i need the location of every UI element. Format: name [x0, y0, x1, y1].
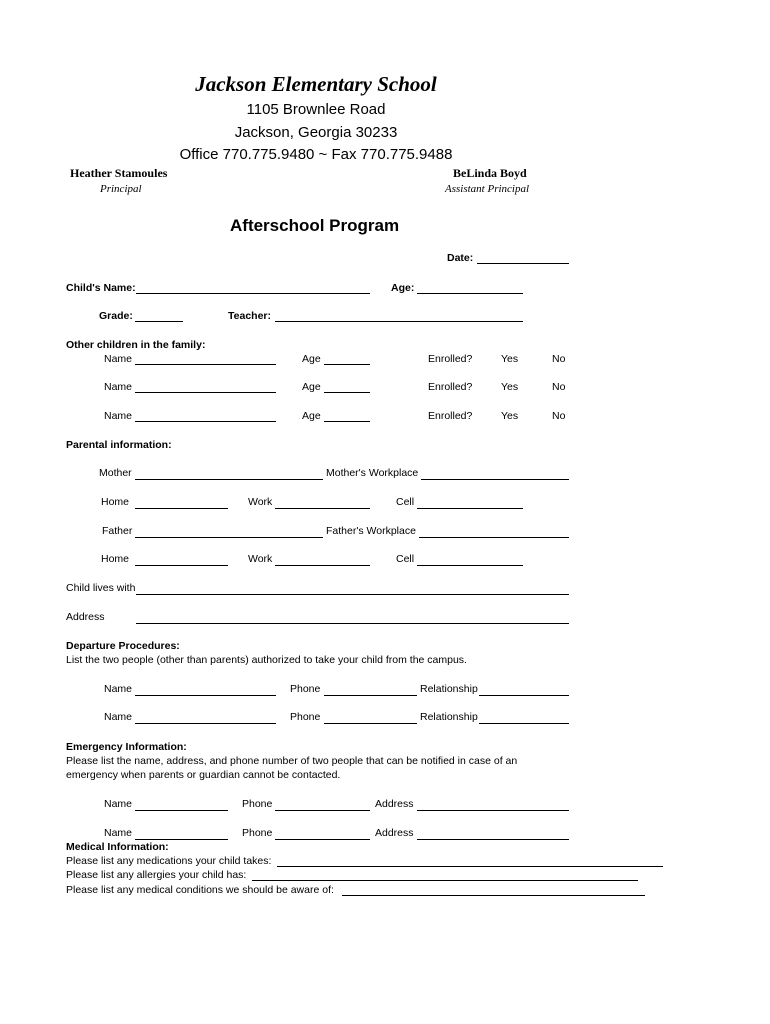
father-work-label: Work	[248, 553, 273, 565]
sibling-2-no-option[interactable]: No	[552, 381, 566, 393]
pickup-2-phone-label: Phone	[290, 711, 321, 723]
pickup-2-phone-field[interactable]	[324, 723, 417, 724]
age-field[interactable]	[417, 293, 523, 294]
sibling-2-age-field[interactable]	[324, 392, 370, 393]
sibling-3-enrolled-label: Enrolled?	[428, 410, 473, 422]
conditions-field[interactable]	[342, 895, 645, 896]
emergency-2-phone-label: Phone	[242, 827, 273, 839]
pickup-2-name-label: Name	[104, 711, 133, 723]
address-line-2: Jackson, Georgia 30233	[234, 124, 398, 141]
sibling-1-name-label: Name	[104, 353, 133, 365]
sibling-3-name-field[interactable]	[135, 421, 276, 422]
age-label: Age:	[391, 282, 415, 294]
sibling-3-no-option[interactable]: No	[552, 410, 566, 422]
date-label: Date:	[447, 252, 474, 264]
child-name-label: Child's Name:	[66, 282, 136, 294]
sibling-1-age-label: Age	[302, 353, 321, 365]
principal-title: Principal	[100, 183, 142, 195]
departure-instructions: List the two people (other than parents) authorized to take your child from the campus.	[66, 654, 467, 666]
sibling-1-no-option[interactable]: No	[552, 353, 566, 365]
conditions-label: Please list any medical conditions we should be aware of:	[66, 884, 334, 896]
address-field[interactable]	[136, 623, 569, 624]
date-field[interactable]	[477, 263, 569, 264]
emergency-heading: Emergency Information:	[66, 741, 187, 753]
principal-name: Heather Stamoules	[70, 166, 168, 180]
child-name-field[interactable]	[136, 293, 370, 294]
emergency-2-name-label: Name	[104, 827, 133, 839]
assistant-principal-title: Assistant Principal	[445, 183, 530, 195]
emergency-1-name-label: Name	[104, 798, 133, 810]
pickup-2-name-field[interactable]	[135, 723, 276, 724]
emergency-1-phone-label: Phone	[242, 798, 273, 810]
father-workplace-field[interactable]	[419, 537, 569, 538]
emergency-1-address-field[interactable]	[417, 810, 569, 811]
lives-with-label: Child lives with	[66, 582, 136, 594]
assistant-principal-name: BeLinda Boyd	[453, 166, 527, 180]
lives-with-field[interactable]	[136, 594, 569, 595]
emergency-2-address-label: Address	[375, 827, 414, 839]
father-home-field[interactable]	[135, 565, 228, 566]
emergency-instructions-1: Please list the name, address, and phone number of two people that can be notified in case of an	[66, 755, 518, 767]
father-home-label: Home	[101, 553, 130, 565]
pickup-2-relationship-field[interactable]	[479, 723, 569, 724]
pickup-1-name-field[interactable]	[135, 695, 276, 696]
emergency-2-address-field[interactable]	[417, 839, 569, 840]
sibling-3-yes-option[interactable]: Yes	[501, 410, 519, 422]
emergency-1-address-label: Address	[375, 798, 414, 810]
emergency-2-phone-field[interactable]	[275, 839, 370, 840]
father-cell-field[interactable]	[417, 565, 523, 566]
mother-label: Mother	[99, 467, 132, 479]
sibling-2-age-label: Age	[302, 381, 321, 393]
sibling-2-name-field[interactable]	[135, 392, 276, 393]
teacher-field[interactable]	[275, 321, 523, 322]
mother-work-field[interactable]	[275, 508, 370, 509]
address-label: Address	[66, 611, 105, 623]
other-children-label: Other children in the family:	[66, 339, 206, 351]
mother-work-label: Work	[248, 496, 273, 508]
mother-home-field[interactable]	[135, 508, 228, 509]
father-work-field[interactable]	[275, 565, 370, 566]
mother-workplace-label: Mother's Workplace	[326, 467, 419, 479]
school-name: Jackson Elementary School	[195, 72, 437, 96]
allergies-label: Please list any allergies your child has:	[66, 869, 247, 881]
mother-cell-label: Cell	[396, 496, 415, 508]
mother-home-label: Home	[101, 496, 130, 508]
pickup-1-phone-field[interactable]	[324, 695, 417, 696]
medical-heading: Medical Information:	[66, 841, 169, 853]
emergency-1-name-field[interactable]	[135, 810, 228, 811]
emergency-instructions-2: emergency when parents or guardian cannot be contacted.	[66, 769, 341, 781]
pickup-1-relationship-label: Relationship	[420, 683, 478, 695]
father-workplace-label: Father's Workplace	[326, 525, 416, 537]
emergency-1-phone-field[interactable]	[275, 810, 370, 811]
mother-workplace-field[interactable]	[421, 479, 569, 480]
contact-info: Office 770.775.9480 ~ Fax 770.775.9488	[179, 146, 453, 163]
emergency-2-name-field[interactable]	[135, 839, 228, 840]
pickup-1-name-label: Name	[104, 683, 133, 695]
address-line-1: 1105 Brownlee Road	[246, 101, 386, 118]
mother-cell-field[interactable]	[417, 508, 523, 509]
sibling-2-enrolled-label: Enrolled?	[428, 381, 473, 393]
teacher-label: Teacher:	[228, 310, 271, 322]
pickup-1-relationship-field[interactable]	[479, 695, 569, 696]
parental-info-label: Parental information:	[66, 439, 172, 451]
grade-field[interactable]	[135, 321, 183, 322]
sibling-3-name-label: Name	[104, 410, 133, 422]
father-field[interactable]	[135, 537, 323, 538]
sibling-2-name-label: Name	[104, 381, 133, 393]
mother-field[interactable]	[135, 479, 323, 480]
father-label: Father	[102, 525, 133, 537]
sibling-1-name-field[interactable]	[135, 364, 276, 365]
form-title: Afterschool Program	[230, 216, 400, 235]
sibling-1-enrolled-label: Enrolled?	[428, 353, 473, 365]
sibling-3-age-label: Age	[302, 410, 321, 422]
sibling-1-yes-option[interactable]: Yes	[501, 353, 519, 365]
departure-heading: Departure Procedures:	[66, 640, 180, 652]
medications-label: Please list any medications your child takes:	[66, 855, 272, 867]
sibling-1-age-field[interactable]	[324, 364, 370, 365]
father-cell-label: Cell	[396, 553, 415, 565]
grade-label: Grade:	[99, 310, 133, 322]
allergies-field[interactable]	[252, 880, 638, 881]
sibling-2-yes-option[interactable]: Yes	[501, 381, 519, 393]
pickup-1-phone-label: Phone	[290, 683, 321, 695]
sibling-3-age-field[interactable]	[324, 421, 370, 422]
pickup-2-relationship-label: Relationship	[420, 711, 478, 723]
medications-field[interactable]	[277, 866, 663, 867]
